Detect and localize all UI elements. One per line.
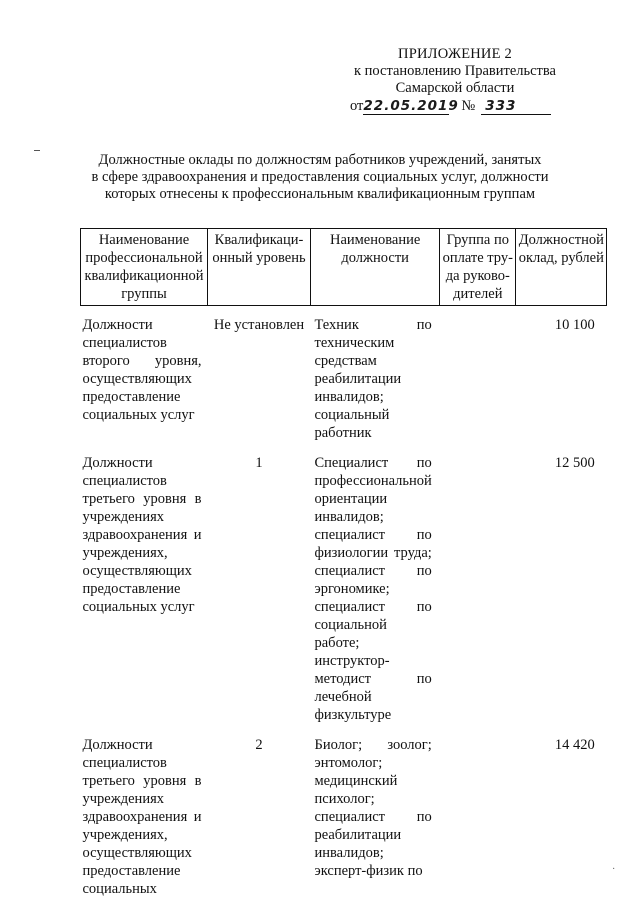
cell-salary: 12 500: [554, 455, 595, 471]
table-row: [81, 454, 607, 724]
table-row: [81, 736, 607, 898]
cell-pay-group: [440, 736, 516, 898]
handwritten-date: 22.05.2019: [363, 98, 459, 114]
handwritten-number: 333: [481, 99, 551, 115]
table-row: [81, 316, 607, 442]
title-line-1: Должностные оклады по должностям работников учреждений, занятых: [98, 152, 542, 168]
order-reference: [330, 98, 580, 115]
margin-mark: [34, 150, 40, 151]
annex-line-2: Самарской области: [395, 80, 515, 96]
cell-positions: Биолог; зоолог; энтомолог; медицинский психолог; специалист по реабилитации инвалидов; эксперт-физик по: [314, 737, 432, 879]
header-pay-group: Группа по оплате тру-да руково-дителей: [440, 229, 516, 306]
table-header-row: [81, 229, 607, 306]
header-group: Наименование профессиональной квалификационной группы: [81, 229, 208, 306]
annex-line-1: к постановлению Правительства: [354, 63, 556, 79]
cell-positions: Техник по техническим средствам реабилитации инвалидов; социальный работник: [314, 317, 432, 441]
cell-group: Должности специалистов третьего уровня в учреждениях здравоохранения и учреждениях, осуществляющих предоставление социальных: [82, 737, 202, 897]
annex-header: [330, 46, 580, 115]
cell-pay-group: [440, 454, 516, 724]
cell-group: Должности специалистов третьего уровня в учреждениях здравоохранения и учреждениях, осуществляющих предоставление социальных услуг: [82, 455, 202, 615]
cell-salary: 14 420: [554, 737, 595, 753]
title-line-2: в сфере здравоохранения и предоставления социальных услуг, должности: [91, 169, 549, 185]
document-title: [70, 152, 570, 203]
annex-title: ПРИЛОЖЕНИЕ 2: [398, 46, 512, 62]
number-label: №: [461, 98, 476, 114]
cell-salary: 10 100: [554, 317, 595, 333]
cell-level: 2: [255, 737, 263, 753]
cell-positions: Специалист по профессиональной ориентации инвалидов; специалист по физиологии труда; специалист по эргономике; специалист по социальной работе; инструктор-методист по лечебной физкультуре: [314, 455, 432, 723]
scan-speck: ·: [612, 864, 616, 875]
header-level: Квалификаци-онный уровень: [208, 229, 311, 306]
cell-pay-group: [440, 316, 516, 442]
cell-level: Не установлен: [213, 317, 305, 333]
header-salary: Должностной оклад, рублей: [516, 229, 607, 306]
salary-table: [80, 228, 607, 898]
cell-group: Должности специалистов второго уровня, осуществляющих предоставление социальных услуг: [82, 317, 202, 423]
cell-level: 1: [255, 455, 263, 471]
from-label: от: [350, 98, 364, 114]
header-position: Наименование должности: [311, 229, 440, 306]
title-line-3: которых отнесены к профессиональным квалификационным группам: [104, 186, 536, 202]
